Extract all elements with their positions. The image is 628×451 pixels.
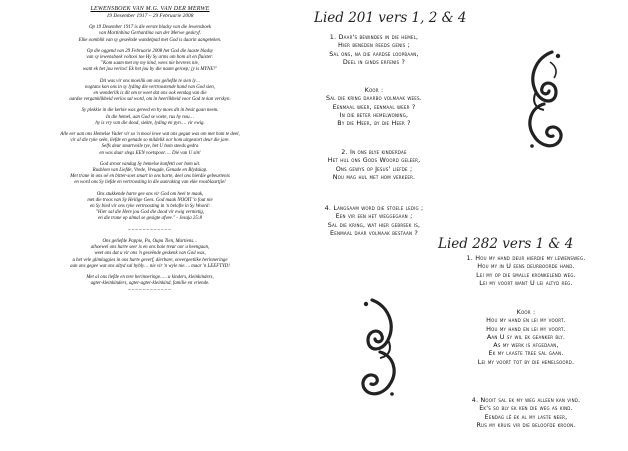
paragraph-honour: [0, 132, 300, 157]
lyric-line: Hier beneden reeds genis ;: [338, 41, 410, 50]
lyric-line: Lei my voort tot by die hemelsoord.: [477, 357, 575, 366]
lyric-line: Deel in ginds erfenis ?: [342, 57, 406, 66]
separator: ~~~~~~~~~~~~: [128, 227, 172, 233]
lyric-line: Ek's so bly ek ken die weg as kind.: [479, 404, 573, 413]
text-line: "Kom saam met my my kind, wees nie bevrees nie,: [100, 61, 200, 67]
text-line: "Hier sal die Here jou God die dood vir ewig vernietig,: [95, 210, 205, 216]
lyric-line: By die Heer, by die Heer ?: [337, 119, 411, 128]
hymn-201-verse-1: [314, 33, 434, 66]
text-line: van sy lewensboek voltooi toe Hy Sy arms om hom sit en fluister:: [86, 55, 214, 61]
separator: ~~~~~~~~~~~~: [128, 288, 172, 294]
text-line: Rusblom van Liefde, Vrede, Vreugde, Genade en Blydskap.: [92, 168, 208, 174]
lyric-line: Sal die kring, wat hier gebreek is,: [327, 220, 421, 229]
text-line: weet ons dat u vir ons 'n geseënde geskenk van God was,: [94, 251, 206, 257]
life-story-column: [0, 6, 300, 295]
hymn-282-title: Lied 282 vers 1 & 4: [438, 236, 574, 252]
text-line: en word ons Sy liefde en vertroosting in die aanraking van elke roosblaartjie!: [74, 180, 226, 186]
lyric-line: Eenmaal daar volmaak bestaan ?: [330, 228, 418, 237]
hymn-282-verse-1: [428, 254, 624, 287]
chorus-label: Koor :: [364, 86, 384, 94]
lyric-line: 4. Langsaam word die stoele ledig ;: [324, 204, 424, 212]
text-line: Op die oggend van 29 Februarie 2008 het God die laaste bladsy: [86, 48, 214, 54]
paragraph-rest: [0, 108, 300, 127]
lyric-line: 1. Hou my hand deur hierdie my lewensweg.: [466, 254, 586, 262]
lyric-line: Een vir een het weggegaan ;: [335, 212, 413, 221]
text-line: u het vele glimlaggies in ons harte geverf, dierbare, onvergeetlike herinneringe: [72, 257, 228, 263]
text-line: vir al die ryke seën, liefde en genade so mildelik oor hom uitgestort deur die jare.: [70, 138, 230, 144]
lyric-line: 4. Nooit sal ek my weg alleen kan vind.: [471, 396, 581, 404]
text-line: en was daar slegs EEN voetspoor…. Dié van U sin!: [99, 150, 201, 156]
text-line: Met trane in ons oë en bitter-soet smart in ons harte, deel ons hierdie gebeurtenis: [70, 174, 230, 180]
text-line: met die troos van Sy Heilige Gees. God maak NOOIT 'n fout nie: [87, 197, 213, 203]
text-line: Alle eer aan ons Hemelse Vader vir so 'n mooi lewe wat ons gegun was om met hom te deel,: [60, 132, 240, 138]
lyric-line: Eenmaal weer, eenmaal weer ?: [332, 102, 416, 111]
scroll-ornament-icon: [522, 48, 566, 156]
lyric-line: Rus my kruis vir die beloofde kroon.: [476, 420, 576, 429]
lyric-line: As my werk is afgedaan,: [493, 341, 559, 350]
lyric-line: Nou mag hul met hom verkeer.: [332, 172, 416, 181]
paragraph-confetti: [0, 162, 300, 187]
lyric-line: Lei my op die smalle kronkelend weg.: [476, 270, 576, 279]
paragraph-passing: [0, 49, 300, 74]
hymn-201-title: Lied 201 vers 1, 2 & 4: [314, 10, 467, 26]
hymn-282-verse-4: [428, 396, 624, 429]
lyric-line: Ons gewys op Jesus' liefde ;: [335, 164, 413, 173]
lyric-line: Sal die kring daarbo volmaak wees.: [326, 94, 422, 103]
text-line: agter-kleinkinders, agter-agter-kleinkind, familie en vriende.: [90, 281, 210, 287]
text-line: Ons stukkende harte gee ons vir God om heel te maak,: [96, 191, 204, 197]
text-line: Elke oomblik van sy geseënde wandelpad met God is daarin aangeteken.: [78, 37, 222, 43]
text-line: In die hemel, aan God se voete, rus hy nou…: [106, 114, 194, 120]
text-line: Op 19 Desember 1917 is die eerste bladsy van die lewensboek: [89, 25, 211, 31]
paragraph-birth: [0, 25, 300, 44]
lyric-line: Ek my laaste tree sal gaan.: [488, 349, 564, 358]
paragraph-signoff: [0, 275, 300, 287]
text-line: aardse verganklikheid verlos sal word, om in heerlikheid voor God te kan verskyn.: [69, 97, 231, 103]
paragraph-tribute: [0, 239, 300, 270]
lyric-line: In die beter hemelwoning,: [339, 110, 409, 119]
lyric-line: Hou my hand en lei my voort.: [486, 324, 566, 333]
text-line: alhoewel ons harte seer is en ons baie treur oor u heengaan,: [90, 245, 210, 251]
lyric-line: Eendag lê ek al my laste neer,: [484, 412, 568, 421]
paragraph-comfort: [0, 192, 300, 223]
lyric-line: Hou my hand en lei my voort.: [486, 316, 566, 325]
text-line: Sy plekkie in die kerkie was gereed en hy moes dit in besit gaan neem.: [81, 108, 219, 114]
text-line: Met al ons liefde en tere herinneringe….. u kinders, kleinkinders,: [86, 274, 214, 280]
lyric-line: 2. In ons blye kinderdae: [341, 148, 407, 156]
chorus-label: Koor :: [516, 308, 536, 316]
text-line: Selfs deur smartvolle tye, het U hom steeds gedra: [101, 144, 199, 150]
lyric-line: Lei my voort want U lei altyd reg.: [479, 278, 573, 287]
lyric-line: Het hul ons Gods Woord geleer,: [327, 156, 421, 165]
lyric-line: Aan U sy wil ek geanker bly.: [486, 332, 566, 341]
text-line: en die trane op almal se gesigte afvee." - Jesaja 25:8: [98, 216, 202, 222]
life-story-title: LEWENSBOEK VAN M.G. VAN DER MERWE: [90, 6, 210, 12]
text-line: hy is vry van die dood, siekte, lyding en pyn…. vir ewig.: [95, 120, 205, 126]
lyric-line: Hou my in U eens deurboorde hand.: [477, 262, 575, 271]
hymn-201-verse-2: [314, 148, 434, 181]
lyric-line: Sal ons, na die aardse loopbaan,: [329, 49, 419, 58]
text-line: Ons geliefde Pappie, Pa, Oupa Tien, Martiens…: [102, 238, 198, 244]
scroll-ornament-icon: [358, 296, 402, 404]
text-line: en wonderlik is dit om te weet dat ons ook eendag van die: [93, 91, 207, 97]
hymn-201-verse-4: [314, 204, 434, 237]
text-line: en Sy bied vir ons ryke vertroosting in 'n belofte in Sy Woord:: [89, 204, 211, 210]
hymns-column: [300, 0, 628, 451]
text-line: God stroot vandag Sy hemelse konfetti oor hom uit.: [99, 161, 201, 167]
text-line: Dit was vir ons moeilik om ons geliefde te sien ly…: [99, 78, 201, 84]
text-line: nogtans kon ons in sy lyding die vertroostende hand van God sien,: [85, 84, 215, 90]
text-line: van Martinhina Gerhardina van der Merwe geskryf.: [98, 31, 201, 37]
text-line: aan ons gegee wat ons altyd sal bybly… nie vir 'n wyle nie…. maar 'n LEEFTYD!: [70, 263, 230, 269]
lyric-line: 1. Daar's bewindes in die hemel,: [329, 33, 419, 41]
life-dates: 19 Desember 1917 – 29 Februarie 2008: [106, 13, 194, 19]
text-line: want ek het jou verlos! Ek het jou by die naam geroep; jy is MYNE!": [82, 67, 218, 73]
hymn-282-chorus: [428, 308, 624, 366]
paragraph-suffering: [0, 79, 300, 104]
hymn-201-chorus: [314, 86, 434, 127]
